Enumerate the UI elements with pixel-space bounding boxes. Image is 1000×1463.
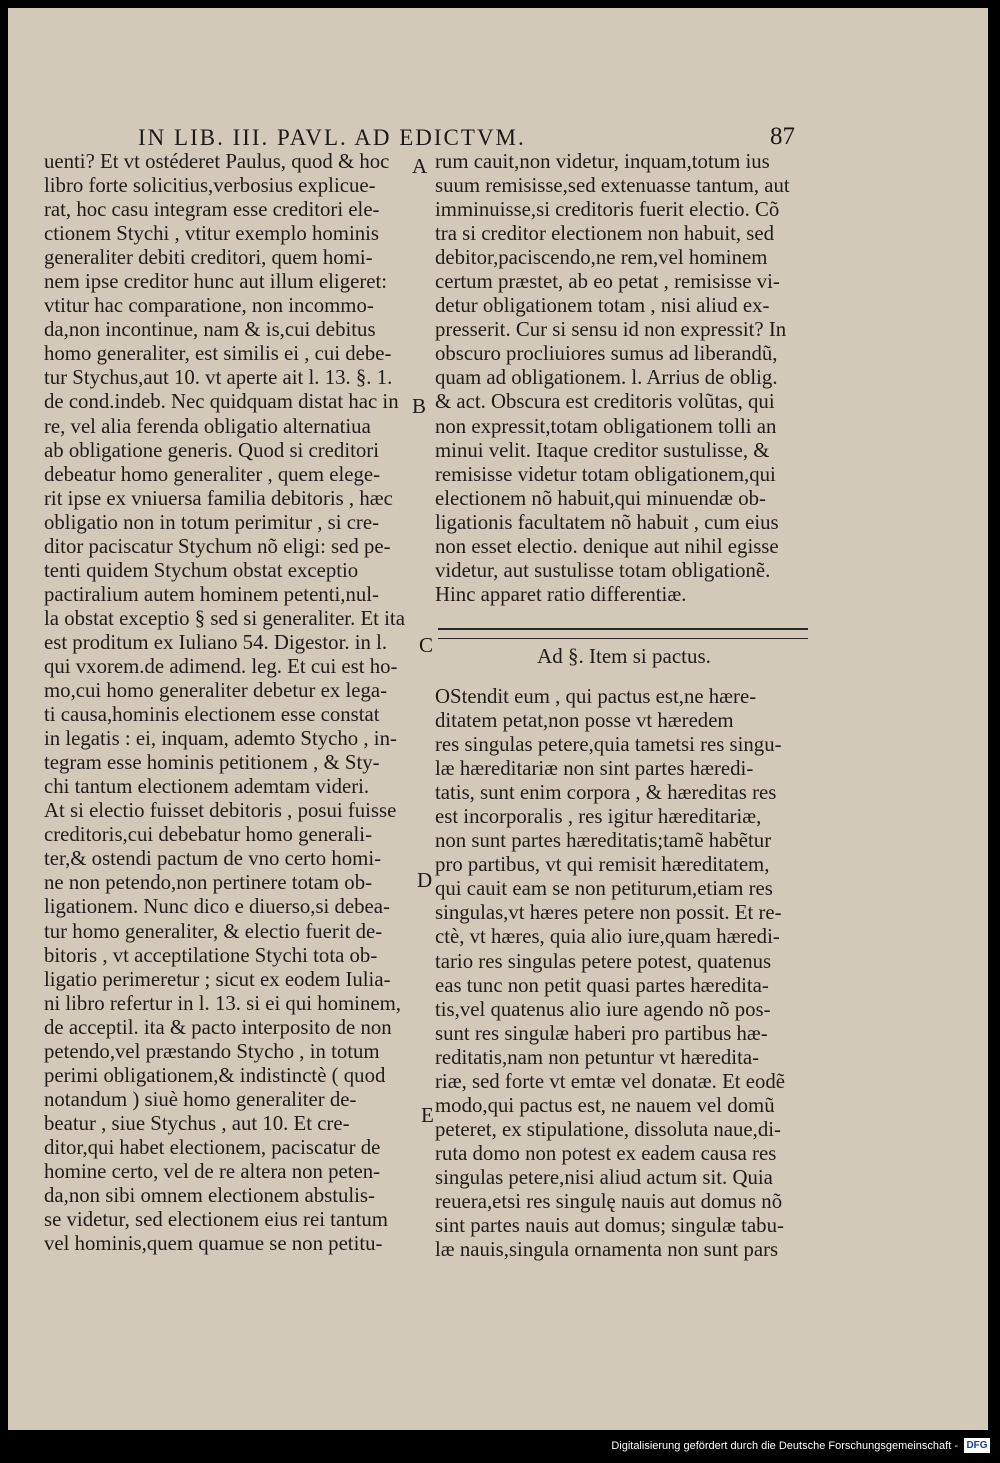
dfg-logo: DFG xyxy=(964,1438,990,1453)
text-line: peteret, ex stipulatione, dissoluta naue,di- xyxy=(435,1117,781,1141)
text-line: electionem nõ habuit,qui minuendæ ob- xyxy=(435,486,766,510)
text-line: non sunt partes hæreditatis;tamẽ habẽtur xyxy=(435,829,772,853)
text-line: tario res singulas petere potest, quatenus xyxy=(435,949,772,973)
text-line: imminuisse,si creditoris fuerit electio. Cõ xyxy=(435,198,780,222)
text-line: homine certo, vel de re altera non peten- xyxy=(44,1159,381,1183)
text-line: pro partibus, vt qui remisit hæreditatem, xyxy=(435,853,770,877)
text-line: ditor,qui habet electionem, paciscatur de xyxy=(44,1135,381,1159)
text-line: debeatur homo generaliter , quem elege- xyxy=(44,462,381,486)
text-line: mo,cui homo generaliter debetur ex lega- xyxy=(44,679,388,703)
text-line: rit ipse ex vniuersa familia debitoris , hæc xyxy=(44,486,393,510)
text-line: generaliter debiti creditori, quem homi- xyxy=(44,246,373,270)
left-column xyxy=(44,150,422,1256)
text-line: uenti? Et vt ostéderet Paulus, quod & hoc xyxy=(44,150,390,173)
right-column-top xyxy=(435,150,813,607)
text-line: beatur , siue Stychus , aut 10. Et cre- xyxy=(44,1111,350,1135)
text-line: ditor paciscatur Stychum nõ eligi: sed pe- xyxy=(44,534,391,558)
margin-letter-e: E xyxy=(421,1103,434,1127)
text-line: sunt res singulæ haberi pro partibus hæ- xyxy=(435,1021,768,1045)
text-line: ruta domo non potest ex eadem causa res xyxy=(435,1141,777,1165)
right-column-bottom xyxy=(435,685,813,1262)
text-line: obligatio non in totum perimitur , si cre- xyxy=(44,510,380,534)
text-line: qui cauit eam se non petiturum,etiam res xyxy=(435,877,773,901)
text-line: tur Stychus,aut 10. vt aperte ait l. 13. §. 1. xyxy=(44,366,393,390)
text-line: libro forte solicitius,verbosius explicue- xyxy=(44,174,376,198)
text-line: Hinc apparet ratio differentiæ. xyxy=(435,582,687,606)
text-line: de cond.indeb. Nec quidquam distat hac in xyxy=(44,390,399,414)
text-line: læ nauis,singula ornamenta non sunt pars xyxy=(435,1238,779,1262)
margin-letter-d: D xyxy=(417,868,433,892)
text-line: da,non sibi omnem electionem abstulis- xyxy=(44,1184,375,1208)
text-line: minui velit. Itaque creditor sustulisse, & xyxy=(435,438,770,462)
text-line: de acceptil. ita & pacto interposito de non xyxy=(44,1015,392,1039)
text-line: in legatis : ei, inquam, ademto Stycho , in- xyxy=(44,727,397,751)
text-line: vtitur hac comparatione, non incommo- xyxy=(44,294,374,318)
text-line: notandum ) siuè homo generaliter de- xyxy=(44,1087,357,1111)
text-line: ne non petendo,non pertinere totam ob- xyxy=(44,871,373,895)
text-line: modo,qui pactus est, ne nauem vel domũ xyxy=(435,1093,775,1117)
text-line: tenti quidem Stychum obstat exceptio xyxy=(44,558,359,582)
page-number: 87 xyxy=(770,123,795,150)
text-line: est proditum ex Iuliano 54. Digestor. in l. xyxy=(44,630,388,654)
book-page xyxy=(8,8,988,1430)
text-line: suum remisisse,sed extenuasse tantum, aut xyxy=(435,174,790,198)
text-line: certum præstet, ab eo petat , remisisse vi- xyxy=(435,270,780,294)
text-line: ter,& ostendi pactum de vno certo homi- xyxy=(44,847,382,871)
text-line: At si electio fuisset debitoris , posui fuisse xyxy=(44,799,397,823)
text-line: la obstat exceptio § sed si generaliter. Et ita xyxy=(44,606,405,630)
text-line: detur obligationem totam , nisi aliud ex- xyxy=(435,294,770,318)
text-line: reuera,etsi res singulę nauis aut domus nõ xyxy=(435,1189,783,1213)
text-line: remisisse videtur totam obligationem,qui xyxy=(435,462,776,486)
text-line: ligationis facultatem nõ habuit , cum eius xyxy=(435,510,779,534)
text-line: petendo,vel præstando Stycho , in totum xyxy=(44,1039,380,1063)
section-divider-rule xyxy=(438,628,808,639)
margin-letter-b: B xyxy=(412,394,427,418)
text-line: ctè, vt hæres, quia alio iure,quam hæredi- xyxy=(435,925,780,949)
margin-letter-c: C xyxy=(419,633,434,657)
text-line: ditatem petat,non posse vt hæredem xyxy=(435,709,734,733)
text-line: sint partes nauis aut domus; singulæ tabu- xyxy=(435,1214,784,1238)
text-line: læ hæreditariæ non sint partes hæredi- xyxy=(435,757,754,781)
text-line: creditoris,cui debebatur homo generali- xyxy=(44,823,372,847)
footer-credit: Digitalisierung gefördert durch die Deutsche Forschungsgemeinschaft - xyxy=(611,1440,958,1452)
text-line: vel hominis,quem quamue se non petitu- xyxy=(44,1232,383,1256)
text-line: rum cauit,non videtur, inquam,totum ius xyxy=(435,150,770,173)
text-line: tra si creditor electionem non habuit, sed xyxy=(435,222,774,246)
text-line: pactiralium autem hominem petenti,nul- xyxy=(44,582,379,606)
text-line: chi tantum electionem ademtam videri. xyxy=(44,775,370,799)
text-line: singulas,vt hæres petere non possit. Et re- xyxy=(435,901,782,925)
text-line: tis,vel quatenus alio iure agendo nõ pos- xyxy=(435,997,771,1021)
text-line: tegram esse hominis petitionem , & Sty- xyxy=(44,751,380,775)
text-line: debitor,paciscendo,ne rem,vel hominem xyxy=(435,246,768,270)
text-line: ligationem. Nunc dico e diuerso,si debea- xyxy=(44,895,390,919)
section-heading: Ad §. Item si pactus. xyxy=(537,644,711,668)
text-line: non expressit,totam obligationem tolli an xyxy=(435,414,777,438)
text-line: ni libro refertur in l. 13. si ei qui hominem, xyxy=(44,991,401,1015)
text-line: quam ad obligationem. l. Arrius de oblig. xyxy=(435,366,778,390)
text-line: tatis, sunt enim corpora , & hæreditas res xyxy=(435,781,777,805)
text-line: & act. Obscura est creditoris volũtas, qui xyxy=(435,390,775,414)
footer-bar xyxy=(0,1430,1000,1463)
text-line: est incorporalis , res igitur hæreditariæ, xyxy=(435,805,762,829)
text-line: rat, hoc casu integram esse creditori ele- xyxy=(44,198,380,222)
text-line: obscuro procliuiores sumus ad liberandũ, xyxy=(435,342,778,366)
text-line: videtur, aut sustulisse totam obligationẽ. xyxy=(435,558,771,582)
text-line: ctionem Stychi , vtitur exemplo hominis xyxy=(44,222,380,246)
text-line: reditatis,nam non petuntur vt hæredita- xyxy=(435,1045,760,1069)
text-line: eas tunc non petit quasi partes hæredita- xyxy=(435,973,769,997)
text-line: ti causa,hominis electionem esse constat xyxy=(44,703,380,727)
margin-letter-a: A xyxy=(412,154,428,178)
running-title: IN LIB. III. PAVL. AD EDICTVM. xyxy=(138,125,526,150)
text-line: ab obligatione generis. Quod si creditori xyxy=(44,438,379,462)
text-line: res singulas petere,quia tametsi res singu- xyxy=(435,733,782,757)
text-line: nem ipse creditor hunc aut illum eligeret: xyxy=(44,270,388,294)
text-line: se videtur, sed electionem eius rei tantum xyxy=(44,1208,388,1232)
text-line: non esset electio. denique aut nihil egisse xyxy=(435,534,779,558)
text-line: ligatio perimeretur ; sicut ex eodem Iulia- xyxy=(44,967,391,991)
text-line: perimi obligationem,& indistinctè ( quod xyxy=(44,1063,386,1087)
text-line: riæ, sed forte vt emtæ vel donatæ. Et eodẽ xyxy=(435,1069,786,1093)
text-line: da,non incontinue, nam & is,cui debitus xyxy=(44,318,376,342)
text-line: re, vel alia ferenda obligatio alternatiua xyxy=(44,414,371,438)
text-line: tur homo generaliter, & electio fuerit de- xyxy=(44,919,383,943)
text-line: homo generaliter, est similis ei , cui debe- xyxy=(44,342,392,366)
text-line: OStendit eum , qui pactus est,ne hære- xyxy=(435,685,757,708)
text-line: bitoris , vt acceptilatione Stychi tota ob- xyxy=(44,943,378,967)
text-line: presserit. Cur si sensu id non expressit? In xyxy=(435,318,787,342)
text-line: singulas petere,nisi aliud actum sit. Quia xyxy=(435,1165,773,1189)
text-line: qui vxorem.de adimend. leg. Et cui est ho- xyxy=(44,654,398,678)
